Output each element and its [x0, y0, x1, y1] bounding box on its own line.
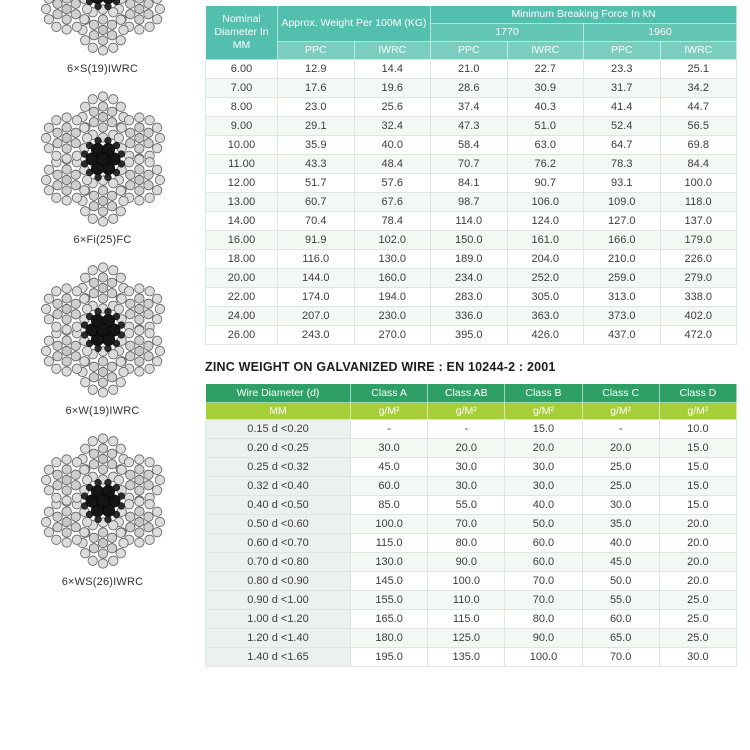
breaking-force-cell: 52.4: [584, 117, 661, 136]
zinc-cell: 165.0: [351, 610, 428, 629]
breaking-force-cell: 21.0: [431, 60, 508, 79]
zinc-cell: 60.0: [505, 534, 582, 553]
zinc-row: [206, 553, 737, 572]
zinc-cell: 70.0: [505, 572, 582, 591]
breaking-force-cell: 44.7: [660, 98, 737, 117]
header-nominal-diameter: Nominal Diameter In MM: [206, 6, 278, 60]
zinc-cell: 145.0: [351, 572, 428, 591]
breaking-force-cell: 259.0: [584, 269, 661, 288]
breaking-force-cell: 69.8: [660, 136, 737, 155]
zinc-cell: 40.0: [582, 534, 659, 553]
breaking-force-cell: 23.3: [584, 60, 661, 79]
breaking-force-cell: 34.2: [660, 79, 737, 98]
zinc-cell: 100.0: [505, 648, 582, 667]
breaking-force-cell: 37.4: [431, 98, 508, 117]
breaking-force-cell: 31.7: [584, 79, 661, 98]
header-class-b: Class B: [505, 384, 582, 403]
zinc-row: [206, 648, 737, 667]
zinc-section-heading: ZINC WEIGHT ON GALVANIZED WIRE : EN 10244-2 : 2001: [205, 360, 556, 375]
breaking-force-header: [206, 6, 737, 60]
breaking-force-cell: 20.00: [206, 269, 278, 288]
rope-figure-label: 6×WS(26)IWRC: [61, 576, 144, 588]
zinc-cell: 30.0: [428, 458, 505, 477]
breaking-force-row: [206, 155, 737, 174]
breaking-force-row: [206, 79, 737, 98]
breaking-force-cell: 373.0: [584, 307, 661, 326]
breaking-force-row: [206, 117, 737, 136]
zinc-cell: 155.0: [351, 591, 428, 610]
rope-image-wrap: [33, 0, 173, 58]
breaking-force-cell: 84.4: [660, 155, 737, 174]
breaking-force-cell: 106.0: [507, 193, 584, 212]
zinc-cell: 55.0: [582, 591, 659, 610]
breaking-force-cell: 40.0: [354, 136, 431, 155]
zinc-cell: 195.0: [351, 648, 428, 667]
breaking-force-cell: 102.0: [354, 231, 431, 250]
breaking-force-cell: 70.7: [431, 155, 508, 174]
breaking-force-cell: 363.0: [507, 307, 584, 326]
zinc-cell: 30.0: [428, 477, 505, 496]
breaking-force-cell: 26.00: [206, 326, 278, 345]
breaking-force-cell: 166.0: [584, 231, 661, 250]
breaking-force-cell: 13.00: [206, 193, 278, 212]
breaking-force-cell: 60.7: [278, 193, 355, 212]
zinc-cell: 125.0: [428, 629, 505, 648]
breaking-force-cell: 47.3: [431, 117, 508, 136]
breaking-force-cell: 230.0: [354, 307, 431, 326]
zinc-cell: 30.0: [505, 458, 582, 477]
header-class-a: Class A: [351, 384, 428, 403]
header-unit: g/M²: [428, 403, 505, 420]
header-grade-1770: 1770: [431, 24, 584, 42]
breaking-force-cell: 90.7: [507, 174, 584, 193]
zinc-table-body: [206, 420, 737, 667]
breaking-force-cell: 114.0: [431, 212, 508, 231]
rope-cross-section-image: [33, 260, 173, 400]
header-ppc: PPC: [584, 42, 661, 60]
zinc-cell: 0.80 d <0.90: [206, 572, 351, 591]
zinc-cell: 30.0: [582, 496, 659, 515]
breaking-force-cell: 226.0: [660, 250, 737, 269]
breaking-force-cell: 30.9: [507, 79, 584, 98]
zinc-cell: 100.0: [351, 515, 428, 534]
rope-image-wrap: [33, 431, 173, 571]
zinc-cell: 35.0: [582, 515, 659, 534]
breaking-force-cell: 11.00: [206, 155, 278, 174]
header-unit: g/M²: [351, 403, 428, 420]
breaking-force-row: [206, 231, 737, 250]
zinc-cell: 30.0: [505, 477, 582, 496]
rope-figure-label: 6×W(19)IWRC: [65, 405, 140, 417]
breaking-force-cell: 57.6: [354, 174, 431, 193]
header-mm: MM: [206, 403, 351, 420]
zinc-cell: 100.0: [428, 572, 505, 591]
zinc-row: [206, 629, 737, 648]
breaking-force-cell: 179.0: [660, 231, 737, 250]
breaking-force-row: [206, 307, 737, 326]
breaking-force-cell: 98.7: [431, 193, 508, 212]
zinc-cell: 50.0: [582, 572, 659, 591]
zinc-cell: 60.0: [582, 610, 659, 629]
rope-image-wrap: [33, 260, 173, 400]
zinc-row: [206, 458, 737, 477]
rope-cross-section-image: [33, 89, 173, 229]
breaking-force-cell: 14.4: [354, 60, 431, 79]
breaking-force-cell: 51.0: [507, 117, 584, 136]
breaking-force-cell: 283.0: [431, 288, 508, 307]
breaking-force-cell: 10.00: [206, 136, 278, 155]
breaking-force-cell: 43.3: [278, 155, 355, 174]
rope-figure-label: 6×S(19)IWRC: [67, 63, 138, 75]
zinc-cell: 115.0: [351, 534, 428, 553]
breaking-force-cell: 137.0: [660, 212, 737, 231]
breaking-force-cell: 84.1: [431, 174, 508, 193]
breaking-force-cell: 6.00: [206, 60, 278, 79]
breaking-force-cell: 64.7: [584, 136, 661, 155]
zinc-cell: 70.0: [428, 515, 505, 534]
zinc-cell: 115.0: [428, 610, 505, 629]
breaking-force-cell: 8.00: [206, 98, 278, 117]
breaking-force-cell: 279.0: [660, 269, 737, 288]
zinc-cell: 20.0: [659, 553, 736, 572]
breaking-force-cell: 29.1: [278, 117, 355, 136]
zinc-cell: 20.0: [428, 439, 505, 458]
breaking-force-cell: 395.0: [431, 326, 508, 345]
rope-figure-label: 6×Fi(25)FC: [73, 234, 132, 246]
breaking-force-cell: 426.0: [507, 326, 584, 345]
breaking-force-cell: 437.0: [584, 326, 661, 345]
zinc-row: [206, 496, 737, 515]
zinc-cell: 20.0: [659, 515, 736, 534]
zinc-cell: -: [428, 420, 505, 439]
breaking-force-cell: 234.0: [431, 269, 508, 288]
rope-figure: [33, 0, 173, 75]
header-class-c: Class C: [582, 384, 659, 403]
zinc-row: [206, 591, 737, 610]
zinc-cell: 60.0: [351, 477, 428, 496]
breaking-force-cell: 25.6: [354, 98, 431, 117]
breaking-force-cell: 18.00: [206, 250, 278, 269]
breaking-force-cell: 116.0: [278, 250, 355, 269]
zinc-cell: 130.0: [351, 553, 428, 572]
breaking-force-cell: 19.6: [354, 79, 431, 98]
zinc-cell: 1.40 d <1.65: [206, 648, 351, 667]
zinc-cell: 1.00 d <1.20: [206, 610, 351, 629]
breaking-force-cell: 174.0: [278, 288, 355, 307]
breaking-force-body: [206, 60, 737, 345]
breaking-force-cell: 161.0: [507, 231, 584, 250]
breaking-force-cell: 12.00: [206, 174, 278, 193]
header-iwrc: IWRC: [507, 42, 584, 60]
zinc-cell: 20.0: [582, 439, 659, 458]
header-ppc: PPC: [278, 42, 355, 60]
header-ppc: PPC: [431, 42, 508, 60]
breaking-force-cell: 313.0: [584, 288, 661, 307]
zinc-row: [206, 572, 737, 591]
zinc-cell: 15.0: [659, 439, 736, 458]
header-iwrc: IWRC: [660, 42, 737, 60]
zinc-row: [206, 420, 737, 439]
breaking-force-cell: 100.0: [660, 174, 737, 193]
zinc-cell: 1.20 d <1.40: [206, 629, 351, 648]
breaking-force-cell: 22.7: [507, 60, 584, 79]
breaking-force-cell: 23.0: [278, 98, 355, 117]
breaking-force-cell: 118.0: [660, 193, 737, 212]
breaking-force-cell: 78.3: [584, 155, 661, 174]
zinc-cell: 85.0: [351, 496, 428, 515]
zinc-cell: 20.0: [659, 572, 736, 591]
zinc-cell: 50.0: [505, 515, 582, 534]
rope-figure: [33, 260, 173, 417]
zinc-cell: 30.0: [351, 439, 428, 458]
breaking-force-cell: 25.1: [660, 60, 737, 79]
zinc-cell: 0.15 d <0.20: [206, 420, 351, 439]
breaking-force-cell: 144.0: [278, 269, 355, 288]
breaking-force-cell: 22.00: [206, 288, 278, 307]
breaking-force-cell: 63.0: [507, 136, 584, 155]
zinc-cell: 0.25 d <0.32: [206, 458, 351, 477]
breaking-force-cell: 35.9: [278, 136, 355, 155]
breaking-force-cell: 56.5: [660, 117, 737, 136]
zinc-cell: 15.0: [505, 420, 582, 439]
zinc-cell: 15.0: [659, 458, 736, 477]
zinc-cell: 45.0: [582, 553, 659, 572]
breaking-force-row: [206, 250, 737, 269]
zinc-cell: 0.50 d <0.60: [206, 515, 351, 534]
breaking-force-cell: 9.00: [206, 117, 278, 136]
zinc-row: [206, 477, 737, 496]
breaking-force-row: [206, 288, 737, 307]
breaking-force-row: [206, 60, 737, 79]
breaking-force-cell: 252.0: [507, 269, 584, 288]
zinc-cell: 80.0: [428, 534, 505, 553]
header-approx-weight: Approx. Weight Per 100M (KG): [278, 6, 431, 42]
breaking-force-cell: 189.0: [431, 250, 508, 269]
zinc-cell: 90.0: [428, 553, 505, 572]
zinc-cell: 80.0: [505, 610, 582, 629]
header-wire-diameter: Wire Diameter (d): [206, 384, 351, 403]
header-unit: g/M²: [505, 403, 582, 420]
breaking-force-row: [206, 136, 737, 155]
zinc-cell: 30.0: [659, 648, 736, 667]
zinc-cell: 25.0: [659, 591, 736, 610]
rope-cross-section-image: [33, 0, 173, 58]
breaking-force-row: [206, 326, 737, 345]
breaking-force-cell: 40.3: [507, 98, 584, 117]
breaking-force-cell: 207.0: [278, 307, 355, 326]
rope-figures-sidebar: [0, 0, 205, 750]
zinc-cell: 15.0: [659, 496, 736, 515]
breaking-force-row: [206, 174, 737, 193]
zinc-cell: 90.0: [505, 629, 582, 648]
zinc-row: [206, 534, 737, 553]
header-class-d: Class D: [659, 384, 736, 403]
breaking-force-cell: 78.4: [354, 212, 431, 231]
zinc-cell: 0.20 d <0.25: [206, 439, 351, 458]
header-iwrc: IWRC: [354, 42, 431, 60]
breaking-force-cell: 124.0: [507, 212, 584, 231]
breaking-force-cell: 91.9: [278, 231, 355, 250]
zinc-cell: 65.0: [582, 629, 659, 648]
zinc-cell: 0.32 d <0.40: [206, 477, 351, 496]
zinc-cell: 60.0: [505, 553, 582, 572]
breaking-force-cell: 338.0: [660, 288, 737, 307]
zinc-cell: 70.0: [582, 648, 659, 667]
breaking-force-cell: 28.6: [431, 79, 508, 98]
breaking-force-cell: 58.4: [431, 136, 508, 155]
breaking-force-cell: 160.0: [354, 269, 431, 288]
zinc-cell: 25.0: [659, 629, 736, 648]
zinc-cell: 0.90 d <1.00: [206, 591, 351, 610]
header-breaking-force: Minimum Breaking Force In kN: [431, 6, 737, 24]
header-unit: g/M²: [582, 403, 659, 420]
breaking-force-cell: 12.9: [278, 60, 355, 79]
breaking-force-cell: 130.0: [354, 250, 431, 269]
breaking-force-cell: 243.0: [278, 326, 355, 345]
rope-figure: [33, 431, 173, 588]
tables-area: [205, 0, 750, 750]
header-grade-1960: 1960: [584, 24, 737, 42]
breaking-force-table: [205, 5, 737, 345]
zinc-cell: -: [351, 420, 428, 439]
zinc-cell: 40.0: [505, 496, 582, 515]
breaking-force-cell: 336.0: [431, 307, 508, 326]
zinc-cell: 0.40 d <0.50: [206, 496, 351, 515]
rope-image-wrap: [33, 89, 173, 229]
zinc-weight-table: [205, 383, 737, 667]
zinc-cell: 0.60 d <0.70: [206, 534, 351, 553]
zinc-table-header: [206, 384, 737, 420]
breaking-force-cell: 204.0: [507, 250, 584, 269]
breaking-force-cell: 51.7: [278, 174, 355, 193]
breaking-force-row: [206, 269, 737, 288]
breaking-force-cell: 93.1: [584, 174, 661, 193]
breaking-force-cell: 109.0: [584, 193, 661, 212]
header-class-ab: Class AB: [428, 384, 505, 403]
zinc-cell: 20.0: [505, 439, 582, 458]
breaking-force-cell: 67.6: [354, 193, 431, 212]
breaking-force-row: [206, 98, 737, 117]
breaking-force-cell: 150.0: [431, 231, 508, 250]
rope-cross-section-image: [33, 431, 173, 571]
breaking-force-cell: 32.4: [354, 117, 431, 136]
breaking-force-cell: 305.0: [507, 288, 584, 307]
zinc-cell: 180.0: [351, 629, 428, 648]
zinc-cell: 25.0: [659, 610, 736, 629]
zinc-cell: 10.0: [659, 420, 736, 439]
zinc-row: [206, 610, 737, 629]
zinc-cell: 70.0: [505, 591, 582, 610]
breaking-force-row: [206, 193, 737, 212]
breaking-force-row: [206, 212, 737, 231]
breaking-force-cell: 16.00: [206, 231, 278, 250]
breaking-force-cell: 270.0: [354, 326, 431, 345]
zinc-cell: 15.0: [659, 477, 736, 496]
zinc-cell: -: [582, 420, 659, 439]
zinc-cell: 55.0: [428, 496, 505, 515]
zinc-cell: 20.0: [659, 534, 736, 553]
breaking-force-cell: 472.0: [660, 326, 737, 345]
breaking-force-cell: 24.00: [206, 307, 278, 326]
zinc-cell: 25.0: [582, 477, 659, 496]
rope-figure: [33, 89, 173, 246]
zinc-cell: 135.0: [428, 648, 505, 667]
zinc-cell: 25.0: [582, 458, 659, 477]
breaking-force-cell: 41.4: [584, 98, 661, 117]
breaking-force-cell: 7.00: [206, 79, 278, 98]
breaking-force-cell: 70.4: [278, 212, 355, 231]
zinc-row: [206, 439, 737, 458]
breaking-force-cell: 14.00: [206, 212, 278, 231]
zinc-row: [206, 515, 737, 534]
header-unit: g/M²: [659, 403, 736, 420]
zinc-cell: 45.0: [351, 458, 428, 477]
breaking-force-cell: 76.2: [507, 155, 584, 174]
breaking-force-cell: 127.0: [584, 212, 661, 231]
breaking-force-cell: 17.6: [278, 79, 355, 98]
breaking-force-cell: 48.4: [354, 155, 431, 174]
zinc-cell: 0.70 d <0.80: [206, 553, 351, 572]
breaking-force-cell: 210.0: [584, 250, 661, 269]
breaking-force-cell: 402.0: [660, 307, 737, 326]
zinc-cell: 110.0: [428, 591, 505, 610]
breaking-force-cell: 194.0: [354, 288, 431, 307]
